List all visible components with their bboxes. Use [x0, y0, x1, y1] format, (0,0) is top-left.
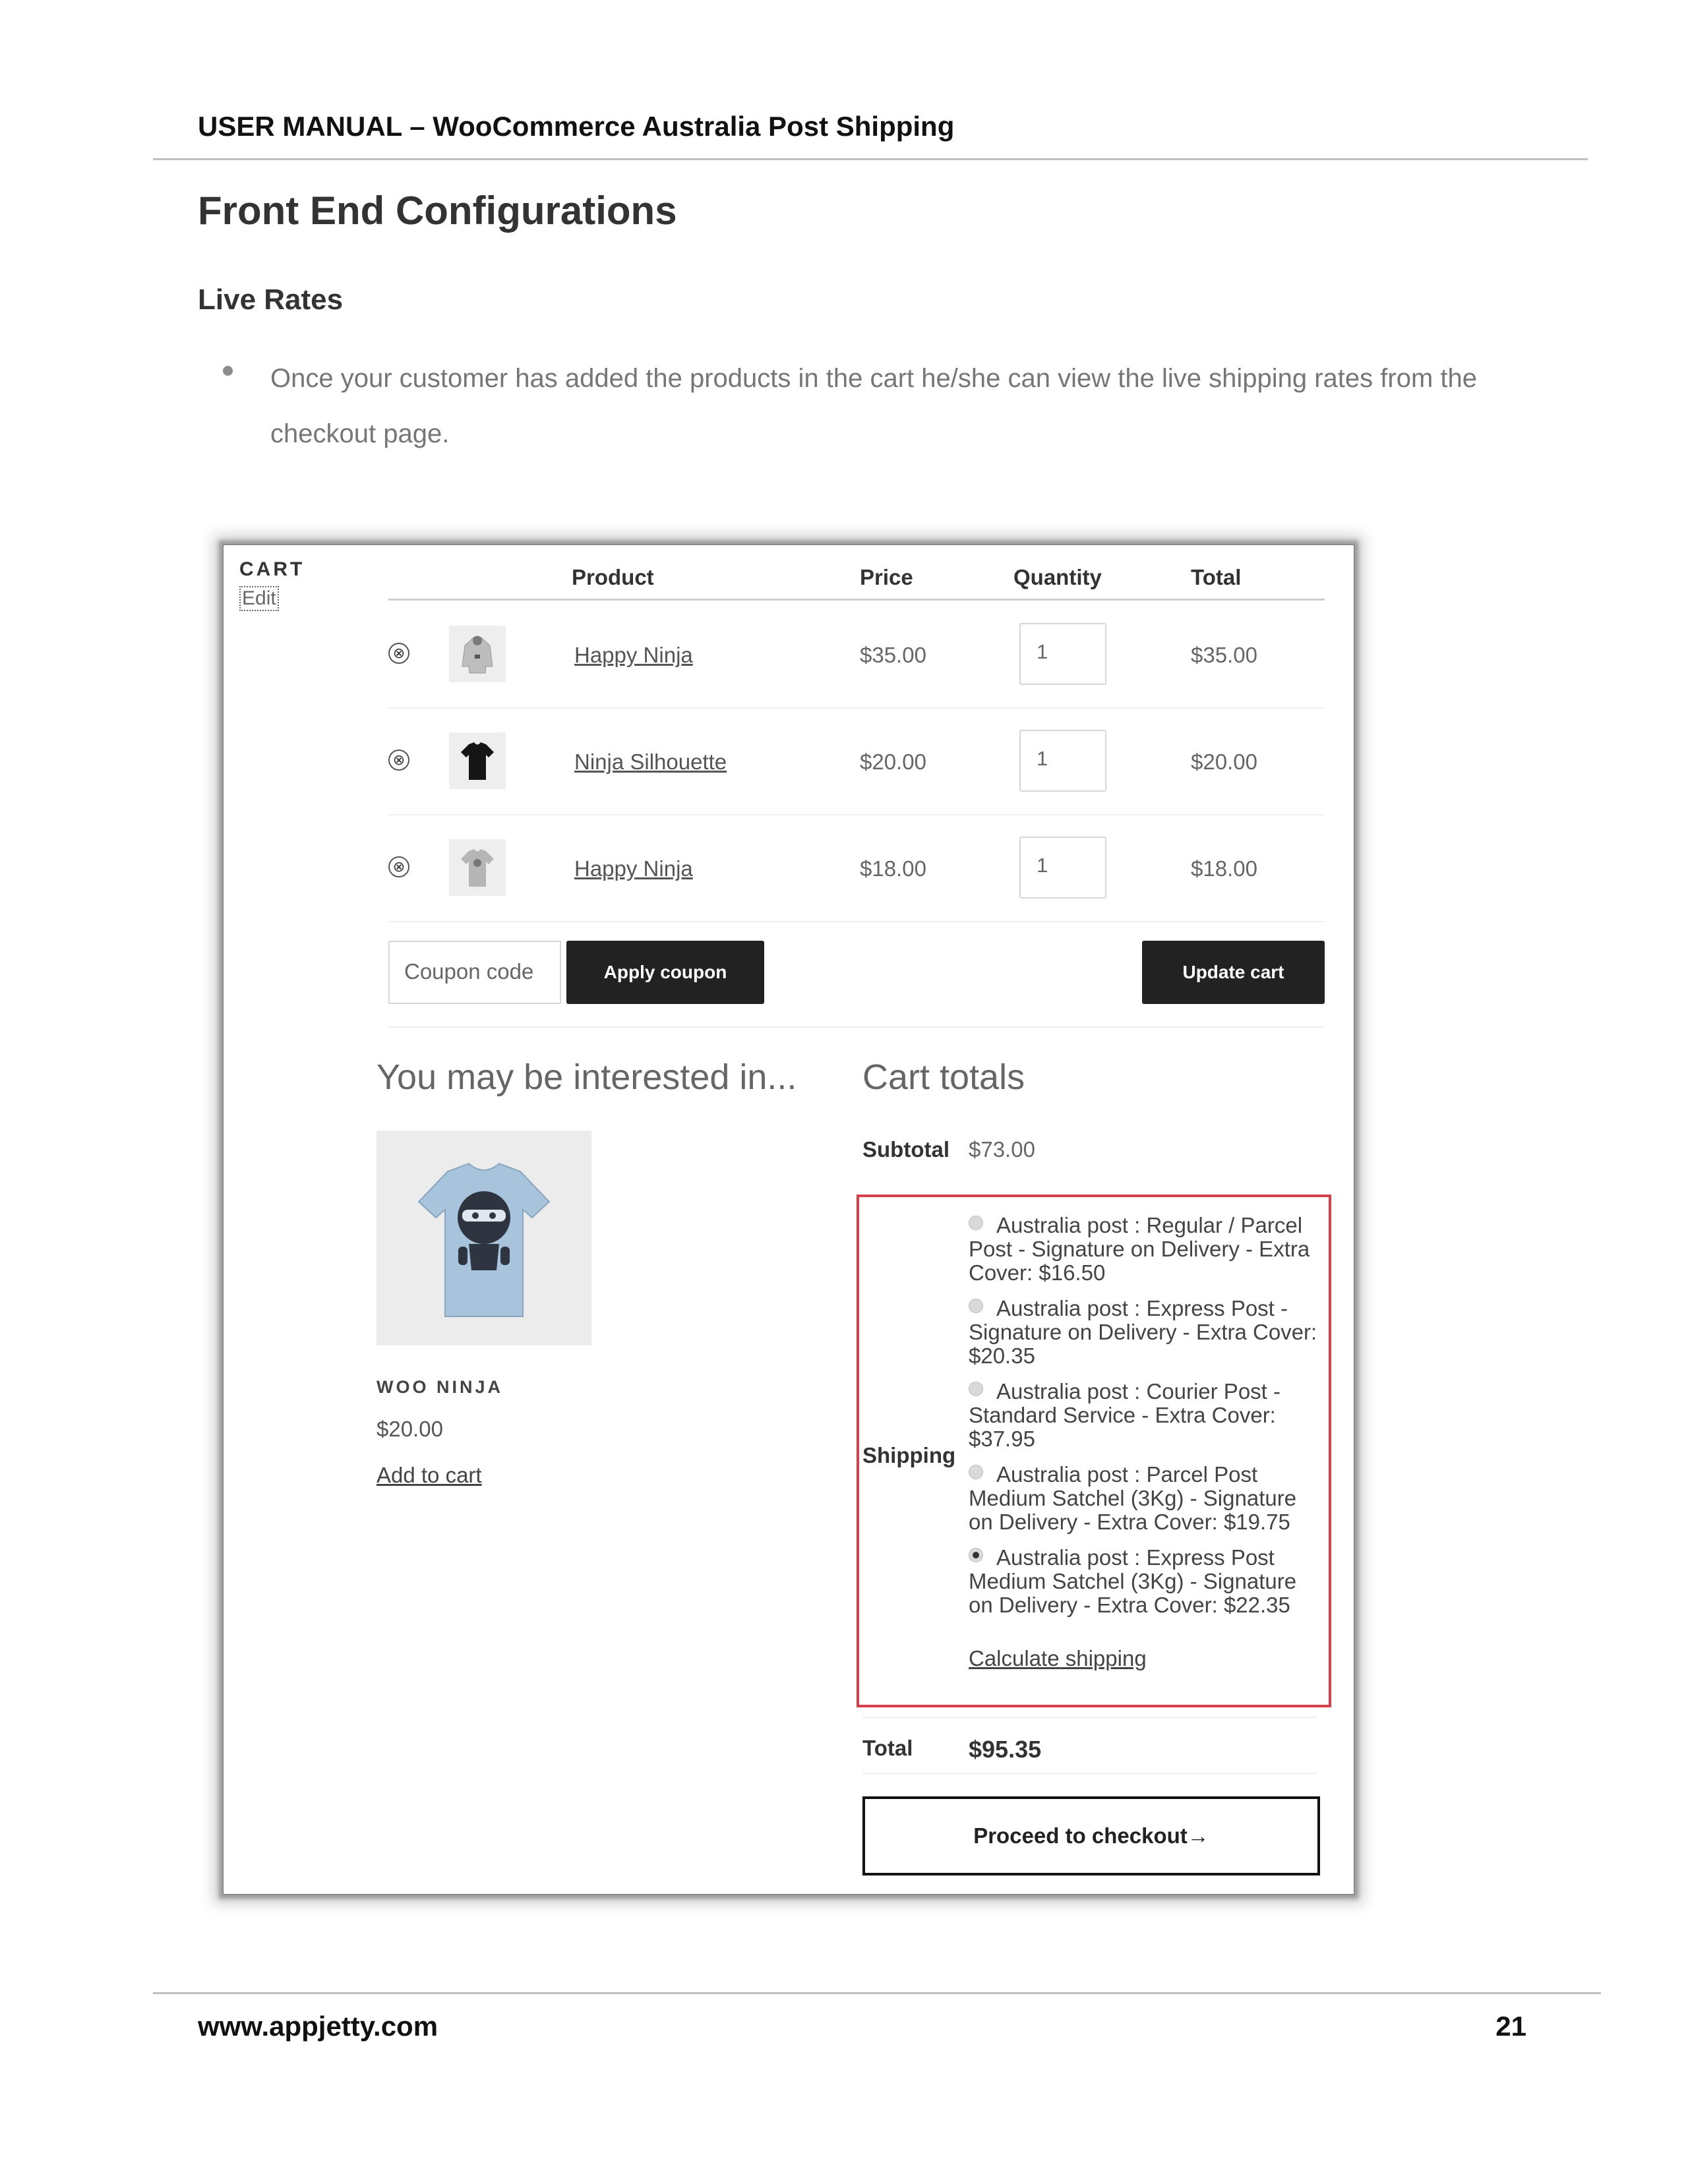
quantity-input[interactable]: 1 [1019, 623, 1106, 685]
shipping-option-label: Australia post : Regular / Parcel Post - Signature on Delivery - Extra Cover: $16.50 [969, 1213, 1310, 1285]
grey-tshirt-icon [449, 839, 506, 896]
total-value: $95.35 [969, 1736, 1042, 1763]
remove-item-icon[interactable]: ⊗ [388, 856, 409, 877]
column-header-total: Total [1191, 565, 1242, 589]
product-price: $20.00 [860, 750, 926, 774]
shipping-option-label: Australia post : Courier Post - Standard Service - Extra Cover: $37.95 [969, 1379, 1281, 1451]
shipping-option-label: Australia post : Parcel Post Medium Satchel (3Kg) - Signature on Delivery - Extra Cover: $19.75 [969, 1462, 1297, 1534]
total-label: Total [862, 1736, 913, 1760]
recommended-product-price: $20.00 [377, 1417, 443, 1441]
edit-link[interactable]: Edit [239, 586, 279, 611]
line-total: $35.00 [1191, 643, 1257, 667]
coupon-code-input[interactable]: Coupon code [388, 941, 561, 1004]
product-link[interactable]: Ninja Silhouette [574, 750, 727, 774]
page-number: 21 [1495, 2011, 1526, 2042]
recommended-product-name: WOO NINJA [377, 1377, 504, 1397]
proceed-to-checkout-button[interactable]: Proceed to checkout→ [862, 1796, 1320, 1875]
shipping-label: Shipping [862, 1443, 956, 1467]
bullet-icon [223, 366, 233, 376]
radio-button[interactable] [969, 1216, 983, 1230]
radio-button[interactable] [969, 1382, 983, 1396]
shipping-option[interactable] [969, 1546, 1318, 1617]
black-tshirt-icon [449, 732, 506, 789]
total-divider [862, 1717, 1317, 1718]
quantity-input[interactable]: 1 [1019, 837, 1106, 899]
cart-screenshot [223, 545, 1354, 1895]
total-divider [862, 1773, 1317, 1774]
header-divider [153, 158, 1588, 160]
footer-website: www.appjetty.com [198, 2011, 438, 2042]
radio-button[interactable] [969, 1465, 983, 1479]
ninja-tshirt-icon[interactable] [377, 1131, 591, 1345]
radio-button-selected[interactable] [969, 1548, 983, 1562]
line-total: $20.00 [1191, 750, 1257, 774]
radio-button[interactable] [969, 1299, 983, 1313]
shipping-option-label: Australia post : Express Post Medium Satchel (3Kg) - Signature on Delivery - Extra Cover: $22.35 [969, 1545, 1297, 1617]
subtotal-value: $73.00 [969, 1137, 1035, 1162]
product-link[interactable]: Happy Ninja [574, 643, 693, 667]
product-link[interactable]: Happy Ninja [574, 856, 693, 881]
table-header-divider [388, 599, 1325, 601]
shipping-option-label: Australia post : Express Post - Signature on Delivery - Extra Cover: $20.35 [969, 1296, 1317, 1368]
quantity-input[interactable]: 1 [1019, 730, 1106, 792]
row-divider [388, 921, 1325, 922]
row-divider [388, 814, 1325, 815]
shipping-option[interactable] [969, 1380, 1318, 1451]
cart-totals-title: Cart totals [862, 1057, 1025, 1097]
shipping-option[interactable] [969, 1214, 1318, 1285]
product-price: $35.00 [860, 643, 926, 667]
subtotal-label: Subtotal [862, 1137, 950, 1162]
section-subheading: Live Rates [198, 283, 344, 316]
column-header-product: Product [572, 565, 654, 589]
line-total: $18.00 [1191, 856, 1257, 881]
shipping-option[interactable] [969, 1297, 1318, 1368]
recommendations-title: You may be interested in... [377, 1057, 797, 1097]
apply-coupon-button[interactable]: Apply coupon [566, 941, 764, 1004]
shipping-option[interactable] [969, 1463, 1318, 1534]
product-price: $18.00 [860, 856, 926, 881]
bullet-text: Once your customer has added the products in the cart he/she can view the live shipping rates from the checkout page. [270, 364, 1477, 448]
calculate-shipping-link[interactable]: Calculate shipping [969, 1646, 1147, 1670]
column-header-quantity: Quantity [1013, 565, 1102, 589]
column-header-price: Price [860, 565, 913, 589]
document-header: USER MANUAL – WooCommerce Australia Post Shipping [198, 111, 955, 142]
update-cart-button[interactable]: Update cart [1142, 941, 1325, 1004]
actions-divider [388, 1026, 1325, 1028]
remove-item-icon[interactable]: ⊗ [388, 750, 409, 771]
cart-title: CART [239, 558, 305, 580]
hoodie-icon [449, 626, 506, 682]
add-to-cart-link[interactable]: Add to cart [377, 1463, 482, 1487]
page-heading: Front End Configurations [198, 189, 677, 233]
remove-item-icon[interactable]: ⊗ [388, 643, 409, 664]
row-divider [388, 707, 1325, 709]
footer-divider [153, 1992, 1601, 1994]
